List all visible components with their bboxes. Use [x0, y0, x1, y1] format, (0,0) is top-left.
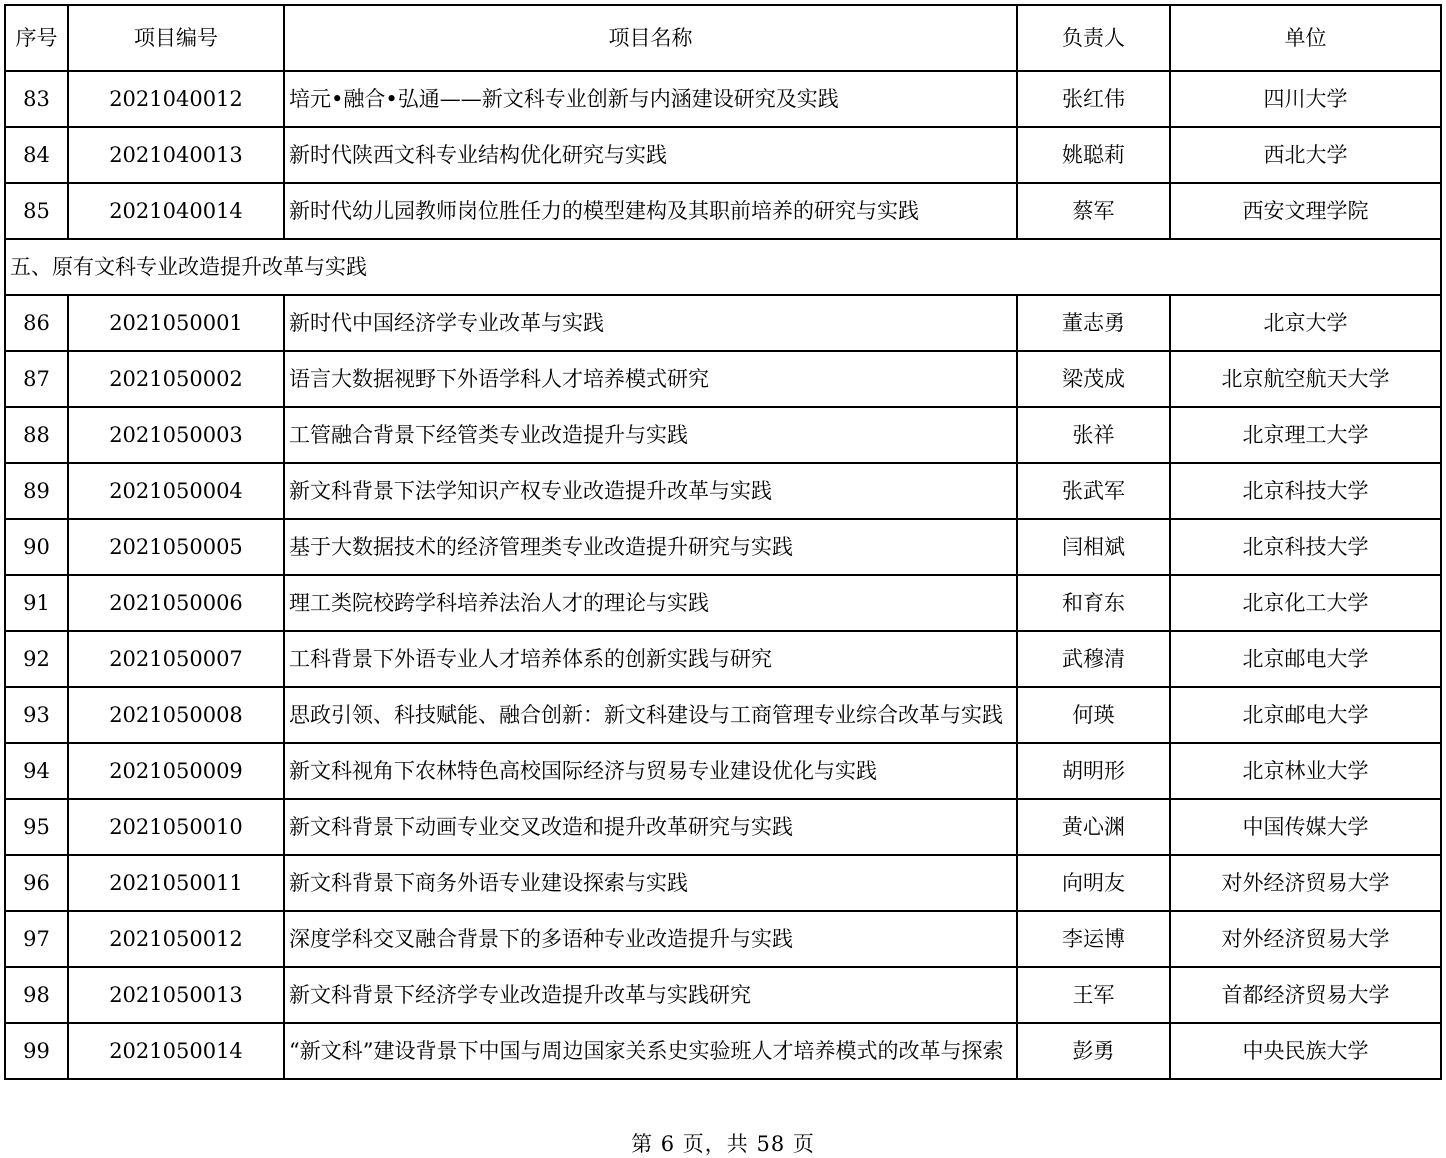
table-row [5, 407, 1441, 463]
project-name-text: 新时代陕西文科专业结构优化研究与实践 [289, 142, 667, 167]
cell-person-in-charge: 李运博 [1017, 911, 1170, 967]
page-number-footer: 第 6 页，共 58 页 [631, 1132, 815, 1156]
cell-project-name [284, 463, 1017, 519]
cell-project-code: 2021050014 [68, 1023, 284, 1079]
cell-unit: 北京林业大学 [1170, 743, 1441, 799]
cell-project-name [284, 855, 1017, 911]
cell-seq: 84 [5, 127, 68, 183]
table-row [5, 295, 1441, 351]
cell-project-name [284, 519, 1017, 575]
table-row [5, 127, 1441, 183]
project-name-text: 新文科背景下经济学专业改造提升改革与实践研究 [289, 982, 751, 1007]
table-row [5, 1023, 1441, 1079]
cell-seq: 94 [5, 743, 68, 799]
cell-seq: 98 [5, 967, 68, 1023]
cell-project-code: 2021050009 [68, 743, 284, 799]
table-row [5, 911, 1441, 967]
cell-project-code: 2021050013 [68, 967, 284, 1023]
project-name-text: 理工类院校跨学科培养法治人才的理论与实践 [289, 590, 709, 615]
cell-person-in-charge: 和育东 [1017, 575, 1170, 631]
cell-person-in-charge: 黄心渊 [1017, 799, 1170, 855]
cell-seq: 89 [5, 463, 68, 519]
project-name-text: 新文科视角下农林特色高校国际经济与贸易专业建设优化与实践 [289, 758, 877, 783]
cell-person-in-charge: 王军 [1017, 967, 1170, 1023]
project-name-text: 思政引领、科技赋能、融合创新：新文科建设与工商管理专业综合改革与实践 [289, 702, 1003, 727]
header-code: 项目编号 [68, 5, 284, 71]
section-heading-row [5, 239, 1441, 295]
cell-seq: 97 [5, 911, 68, 967]
cell-unit: 北京邮电大学 [1170, 631, 1441, 687]
section-heading: 五、原有文科专业改造提升改革与实践 [5, 239, 1441, 295]
cell-unit: 西安文理学院 [1170, 183, 1441, 239]
cell-project-name [284, 799, 1017, 855]
table-row [5, 463, 1441, 519]
project-name-text: 新文科背景下商务外语专业建设探索与实践 [289, 870, 688, 895]
cell-project-name [284, 183, 1017, 239]
cell-project-name [284, 71, 1017, 127]
cell-unit: 北京化工大学 [1170, 575, 1441, 631]
cell-unit: 北京大学 [1170, 295, 1441, 351]
table-header-row [5, 5, 1441, 71]
project-name-text: 新文科背景下动画专业交叉改造和提升改革研究与实践 [289, 814, 793, 839]
cell-project-code: 2021050004 [68, 463, 284, 519]
cell-seq: 83 [5, 71, 68, 127]
cell-person-in-charge: 闫相斌 [1017, 519, 1170, 575]
cell-person-in-charge: 彭勇 [1017, 1023, 1170, 1079]
cell-seq: 96 [5, 855, 68, 911]
header-person: 负责人 [1017, 5, 1170, 71]
project-name-text: 深度学科交叉融合背景下的多语种专业改造提升与实践 [289, 926, 793, 951]
cell-person-in-charge: 向明友 [1017, 855, 1170, 911]
cell-project-name [284, 575, 1017, 631]
cell-seq: 95 [5, 799, 68, 855]
cell-person-in-charge: 张祥 [1017, 407, 1170, 463]
cell-seq: 92 [5, 631, 68, 687]
cell-seq: 85 [5, 183, 68, 239]
cell-person-in-charge: 姚聪莉 [1017, 127, 1170, 183]
cell-unit: 中央民族大学 [1170, 1023, 1441, 1079]
cell-person-in-charge: 蔡军 [1017, 183, 1170, 239]
cell-project-name [284, 687, 1017, 743]
header-unit: 单位 [1170, 5, 1441, 71]
table-row [5, 575, 1441, 631]
cell-person-in-charge: 董志勇 [1017, 295, 1170, 351]
cell-project-code: 2021050005 [68, 519, 284, 575]
cell-seq: 90 [5, 519, 68, 575]
table-row [5, 631, 1441, 687]
table-row [5, 743, 1441, 799]
cell-unit: 北京科技大学 [1170, 463, 1441, 519]
cell-person-in-charge: 何瑛 [1017, 687, 1170, 743]
cell-person-in-charge: 胡明形 [1017, 743, 1170, 799]
project-name-text: 语言大数据视野下外语学科人才培养模式研究 [289, 366, 709, 391]
header-seq: 序号 [5, 5, 68, 71]
cell-project-code: 2021050002 [68, 351, 284, 407]
cell-project-code: 2021050006 [68, 575, 284, 631]
cell-seq: 86 [5, 295, 68, 351]
table-row [5, 687, 1441, 743]
cell-project-code: 2021040012 [68, 71, 284, 127]
cell-project-code: 2021040014 [68, 183, 284, 239]
cell-project-code: 2021050011 [68, 855, 284, 911]
cell-unit: 北京邮电大学 [1170, 687, 1441, 743]
cell-project-code: 2021040013 [68, 127, 284, 183]
cell-project-name [284, 1023, 1017, 1079]
project-name-text: 新时代幼儿园教师岗位胜任力的模型建构及其职前培养的研究与实践 [289, 198, 919, 223]
cell-seq: 91 [5, 575, 68, 631]
cell-project-name [284, 407, 1017, 463]
cell-person-in-charge: 梁茂成 [1017, 351, 1170, 407]
cell-project-name [284, 295, 1017, 351]
cell-project-name [284, 911, 1017, 967]
cell-project-code: 2021050012 [68, 911, 284, 967]
cell-project-name [284, 127, 1017, 183]
cell-person-in-charge: 武穆清 [1017, 631, 1170, 687]
cell-project-code: 2021050007 [68, 631, 284, 687]
cell-unit: 对外经济贸易大学 [1170, 911, 1441, 967]
cell-project-name [284, 631, 1017, 687]
cell-seq: 93 [5, 687, 68, 743]
cell-seq: 87 [5, 351, 68, 407]
project-name-text: 工科背景下外语专业人才培养体系的创新实践与研究 [289, 646, 772, 671]
project-table [4, 4, 1442, 1080]
cell-unit: 首都经济贸易大学 [1170, 967, 1441, 1023]
project-name-text: 基于大数据技术的经济管理类专业改造提升研究与实践 [289, 534, 793, 559]
cell-unit: 四川大学 [1170, 71, 1441, 127]
cell-unit: 北京航空航天大学 [1170, 351, 1441, 407]
cell-project-code: 2021050010 [68, 799, 284, 855]
project-name-text: 培元•融合•弘通——新文科专业创新与内涵建设研究及实践 [289, 86, 839, 111]
cell-project-code: 2021050001 [68, 295, 284, 351]
project-name-text: 新文科背景下法学知识产权专业改造提升改革与实践 [289, 478, 772, 503]
cell-unit: 中国传媒大学 [1170, 799, 1441, 855]
cell-unit: 北京理工大学 [1170, 407, 1441, 463]
project-name-text: 新时代中国经济学专业改革与实践 [289, 310, 604, 335]
cell-project-code: 2021050003 [68, 407, 284, 463]
cell-seq: 88 [5, 407, 68, 463]
cell-seq: 99 [5, 1023, 68, 1079]
cell-person-in-charge: 张红伟 [1017, 71, 1170, 127]
table-row [5, 183, 1441, 239]
project-name-text: “新文科”建设背景下中国与周边国家关系史实验班人才培养模式的改革与探索 [289, 1038, 1004, 1063]
cell-project-name [284, 743, 1017, 799]
cell-unit: 北京科技大学 [1170, 519, 1441, 575]
table-row [5, 799, 1441, 855]
table-row [5, 967, 1441, 1023]
table-row [5, 71, 1441, 127]
header-name: 项目名称 [284, 5, 1017, 71]
cell-project-name [284, 967, 1017, 1023]
project-name-text: 工管融合背景下经管类专业改造提升与实践 [289, 422, 688, 447]
cell-project-name [284, 351, 1017, 407]
cell-unit: 西北大学 [1170, 127, 1441, 183]
table-row [5, 519, 1441, 575]
cell-unit: 对外经济贸易大学 [1170, 855, 1441, 911]
table-row [5, 351, 1441, 407]
cell-project-code: 2021050008 [68, 687, 284, 743]
cell-person-in-charge: 张武军 [1017, 463, 1170, 519]
table-row [5, 855, 1441, 911]
